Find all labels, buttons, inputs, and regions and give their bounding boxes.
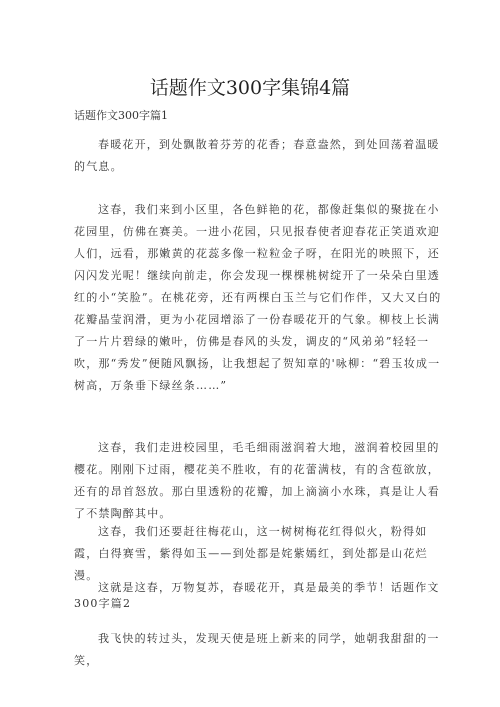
paragraph: 这春，我们来到小区里，各色鲜艳的花，都像赶集似的聚拢在小花园里，仿佛在赛美。一进小花园，只见报春使者迎春花正笑逍欢迎人们，远看，那嫩黄的花蕊多像一粒粒金子呀，在阳光的映照下，还闪闪发光呢！继续向前走，你会发现一棵棵桃树绽开了一朵朵白里透红的小“笑脸”。在桃花旁，还有两棵白玉兰与它们作伴，又大又白的花瓣晶莹润滑，更为小花园增添了一份春暖花开的气象。柳枝上长满了一片片碧绿的嫩叶，仿佛是春风的头发，调皮的“风弟弟”轻轻一吹，那“秀发”便随风飘扬，让我想起了贺知章的'咏柳：“碧玉妆成一树高，万条垂下绿丝条……” bbox=[74, 203, 442, 392]
paragraph: 这春，我们还要赶往梅花山，这一树树梅花红得似火，粉得如霞，白得赛雪，紫得如玉——到处都是姹紫嫣红，到处都是山花烂漫。 bbox=[74, 525, 428, 582]
paragraph: 这就是这春，万物复苏，春暖花开，真是最美的季节！话题作文300字篇2 bbox=[74, 581, 440, 610]
document-title: 话题作文300字集锦4篇 bbox=[149, 77, 351, 99]
paragraph: 这春，我们走进校园里，毛毛细雨滋润着大地，滋润着校园里的樱花。刚刚下过雨，樱花美不胜收，有的花蕾满枝，有的含苞欲放，还有的昂首怒放。那白里透粉的花瓣，加上滴滴小水珠，真是让人看了不禁陶醉其中。 bbox=[74, 441, 440, 520]
section-heading: 话题作文300字篇1 bbox=[74, 109, 168, 122]
paragraph: 春暖花开，到处飘散着芬芳的花香；春意盎然，到处回荡着温暖的气息。 bbox=[74, 138, 440, 173]
paragraph: 我飞快的转过头，发现天使是班上新来的同学，她朝我甜甜的一笑， bbox=[74, 632, 440, 667]
